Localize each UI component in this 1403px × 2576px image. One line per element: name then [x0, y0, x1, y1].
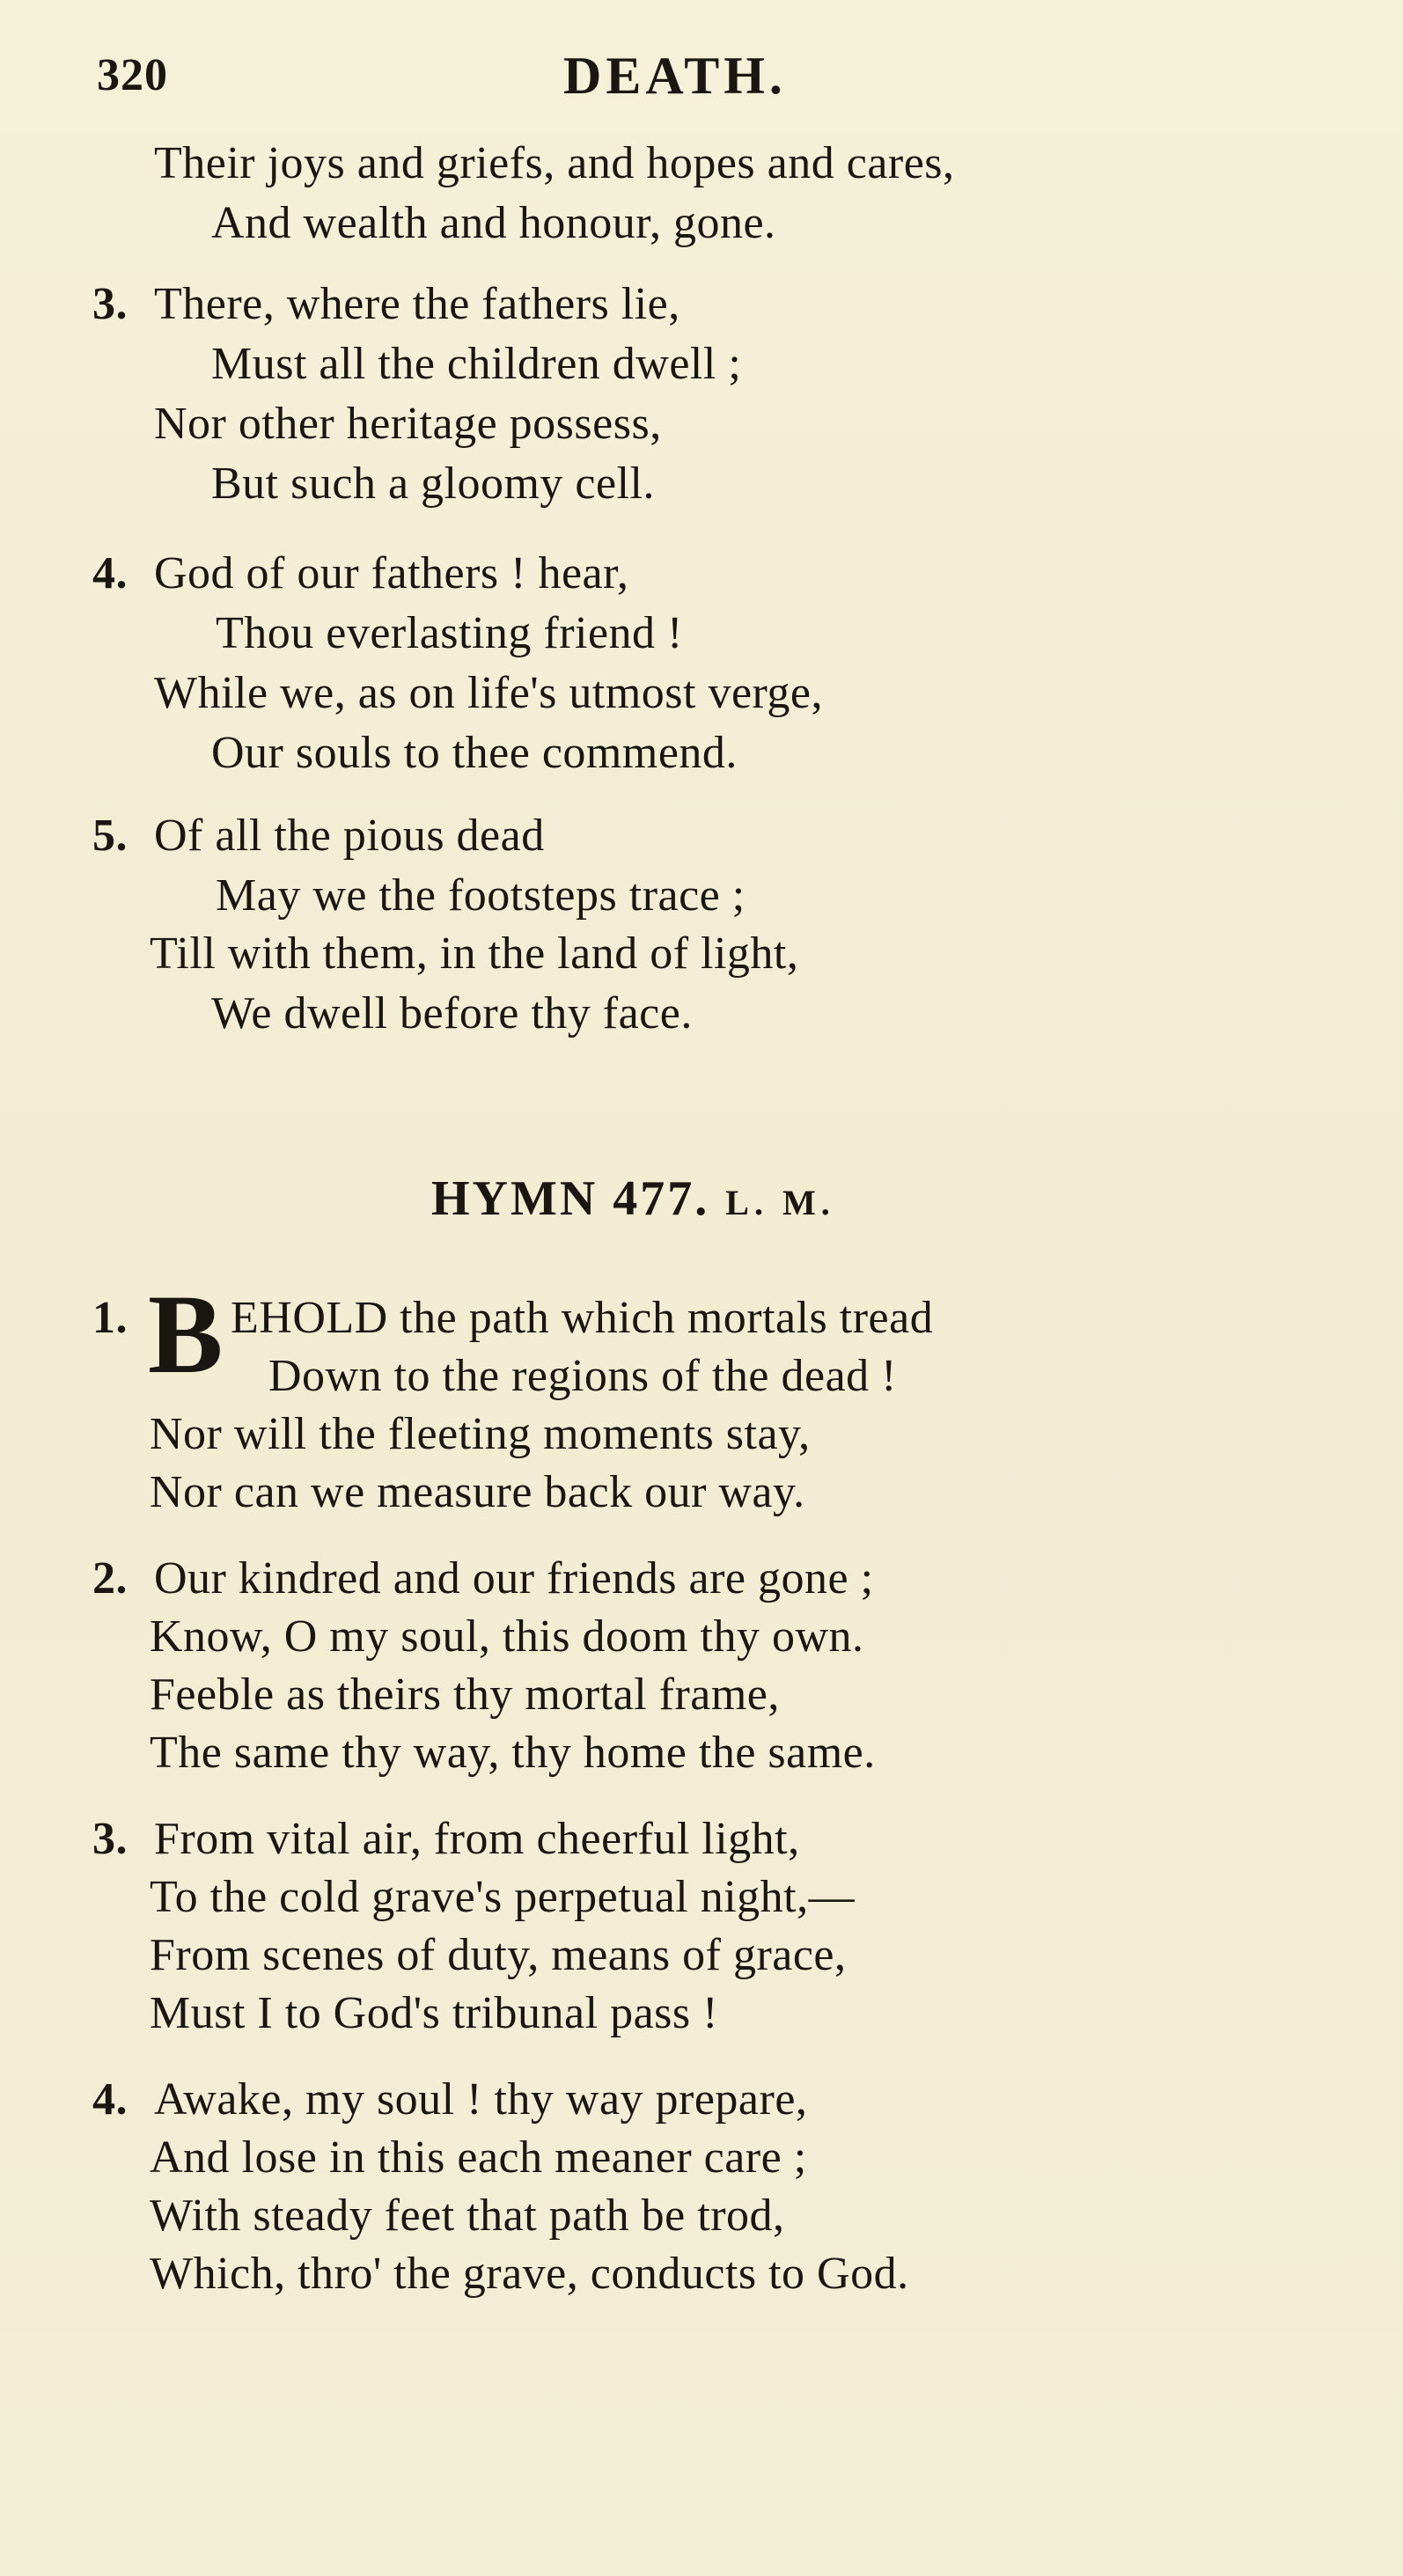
stanza-number: 3. — [92, 279, 128, 329]
verse-text: There, where the fathers lie, — [154, 279, 680, 329]
verse-line: While we, as on life's utmost verge, — [154, 668, 824, 718]
stanza-line — [92, 1553, 874, 1604]
verse-line: And lose in this each meaner care ; — [150, 2132, 807, 2183]
stanza-line — [92, 1295, 154, 1341]
verse-line: We dwell before thy face. — [211, 988, 693, 1038]
stanza-number: 4. — [92, 2074, 128, 2125]
verse-line: The same thy way, thy home the same. — [150, 1728, 876, 1778]
verse-line: And wealth and honour, gone. — [211, 198, 776, 248]
verse-line: Their joys and griefs, and hopes and cares, — [154, 138, 955, 188]
stanza-line — [92, 1816, 800, 1862]
running-head: DEATH. — [563, 47, 787, 105]
verse-line: Nor other heritage possess, — [154, 399, 662, 449]
verse-line: Nor will the fleeting moments stay, — [150, 1409, 811, 1459]
hymn-meter: L. M. — [725, 1183, 835, 1222]
verse-line: With steady feet that path be trod, — [150, 2191, 785, 2241]
verse-text: Awake, my soul ! thy way prepare, — [154, 2074, 808, 2125]
verse-text: Of all the pious dead — [154, 811, 545, 861]
hymn-title — [431, 1171, 835, 1227]
verse-line: Thou everlasting friend ! — [216, 608, 683, 658]
verse-line: Must I to God's tribunal pass ! — [150, 1988, 718, 2038]
drop-cap: B — [148, 1272, 224, 1397]
verse-line: May we the footsteps trace ; — [216, 870, 746, 921]
page-number: 320 — [97, 50, 168, 100]
stanza-number: 4. — [92, 548, 128, 598]
verse-line: To the cold grave's perpetual night,— — [150, 1872, 856, 1922]
stanza-line — [92, 813, 545, 859]
verse-text: From vital air, from cheerful light, — [154, 1814, 800, 1864]
verse-text: God of our fathers ! hear, — [154, 548, 629, 598]
stanza-number: 2. — [92, 1553, 128, 1604]
verse-line: Till with them, in the land of light, — [150, 928, 799, 979]
stanza-number: 3. — [92, 1814, 128, 1864]
stanza-line — [92, 2074, 808, 2125]
verse-line: Our souls to thee commend. — [211, 728, 738, 778]
verse-line: But such a gloomy cell. — [211, 459, 655, 509]
stanza-number: 1. — [92, 1293, 128, 1343]
hymn-number: HYMN 477. — [431, 1171, 710, 1226]
page-header — [97, 49, 1294, 120]
stanza-line — [92, 548, 629, 598]
verse-line: Which, thro' the grave, conducts to God. — [150, 2249, 909, 2299]
verse-text: Our kindred and our friends are gone ; — [154, 1553, 874, 1604]
verse-line: Nor can we measure back our way. — [150, 1467, 805, 1517]
stanza-line — [92, 279, 680, 329]
verse-line: EHOLD the path which mortals tread — [231, 1293, 934, 1343]
verse-line: Must all the children dwell ; — [211, 339, 742, 389]
verse-line: From scenes of duty, means of grace, — [150, 1930, 847, 1980]
stanza-number: 5. — [92, 811, 128, 861]
verse-line: Feeble as theirs thy mortal frame, — [150, 1670, 780, 1720]
verse-line: Down to the regions of the dead ! — [268, 1351, 897, 1401]
verse-line: Know, O my soul, this doom thy own. — [150, 1611, 864, 1662]
